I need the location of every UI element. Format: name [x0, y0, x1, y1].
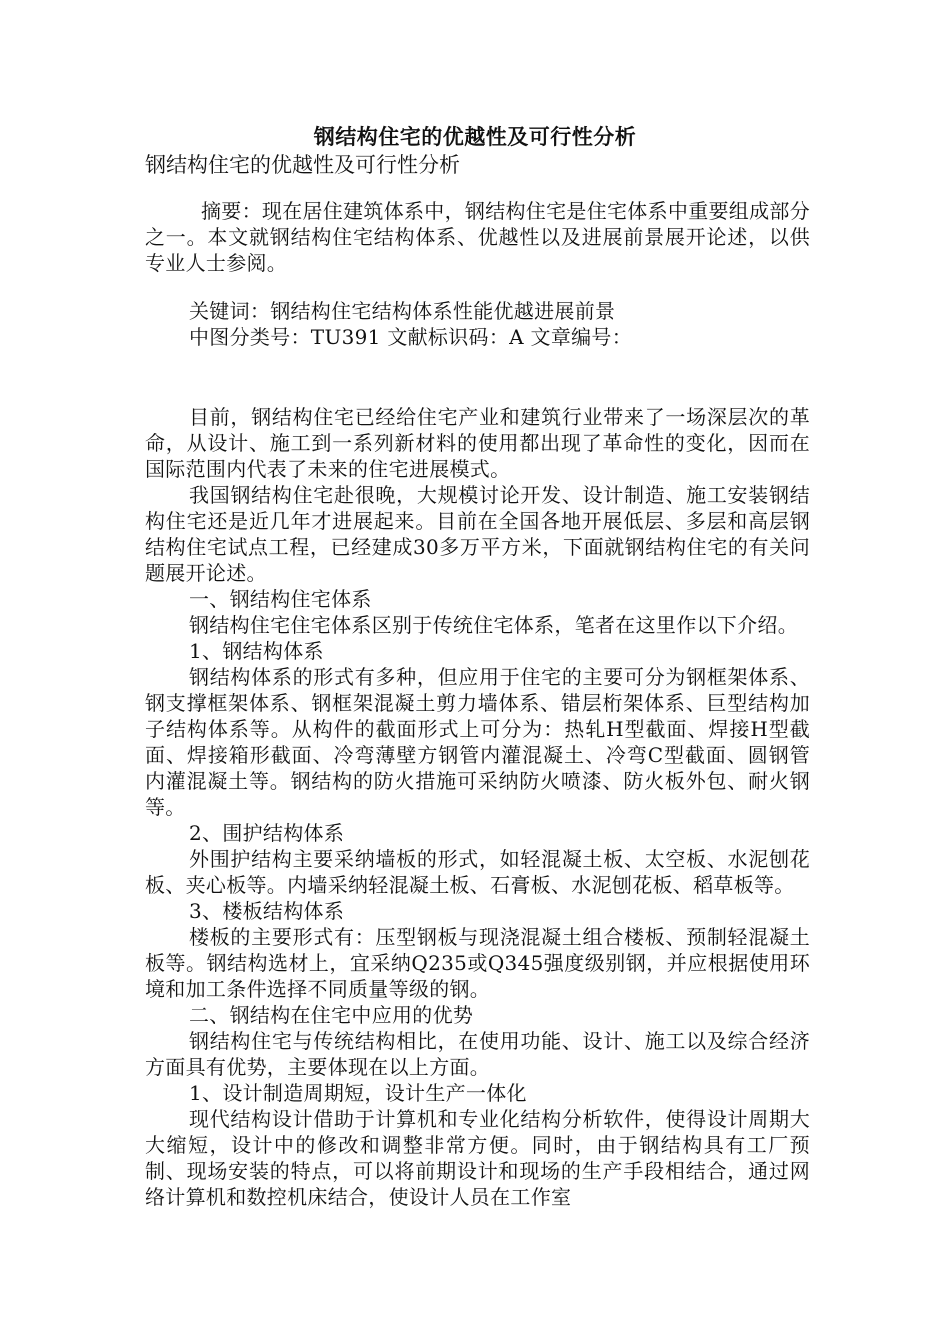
body-paragraph: 钢结构住宅与传统结构相比，在使用功能、设计、施工以及综合经济方面具有优势，主要体现在以上方面。 [145, 1029, 810, 1079]
document-subtitle: 钢结构住宅的优越性及可行性分析 [145, 153, 460, 177]
body-paragraph: 楼板的主要形式有：压型钢板与现浇混凝土组合楼板、预制轻混凝土板等。钢结构选材上，宜采纳Q235或Q345强度级别钢，并应根据使用环境和加工条件选择不同质量等级的钢。 [145, 925, 810, 1001]
subsection-heading: 1、设计制造周期短，设计生产一体化 [189, 1081, 527, 1105]
body-paragraph: 钢结构体系的形式有多种，但应用于住宅的主要可分为钢框架体系、钢支撑框架体系、钢框架混凝土剪力墙体系、错层桁架体系、巨型结构加子结构体系等。从构件的截面形式上可分为：热轧H型截面、焊接H型截面、焊接箱形截面、冷弯薄壁方钢管内灌混凝土、冷弯C型截面、圆钢管内灌混凝土等。钢结构的防火措施可采纳防火喷漆、防火板外包、耐火钢等。 [145, 665, 810, 819]
subsection-heading: 3、楼板结构体系 [189, 899, 345, 923]
body-paragraph: 钢结构住宅住宅体系区别于传统住宅体系，笔者在这里作以下介绍。 [189, 613, 798, 637]
section-heading: 一、钢结构住宅体系 [189, 587, 372, 611]
body-paragraph: 目前，钢结构住宅已经给住宅产业和建筑行业带来了一场深层次的革命，从设计、施工到一系列新材料的使用都出现了革命性的变化，因而在国际范围内代表了未来的住宅进展模式。 [145, 405, 810, 481]
subsection-heading: 2、围护结构体系 [189, 821, 345, 845]
body-paragraph: 现代结构设计借助于计算机和专业化结构分析软件，使得设计周期大大缩短，设计中的修改和调整非常方便。同时，由于钢结构具有工厂预制、现场安装的特点，可以将前期设计和现场的生产手段相结合，通过网络计算机和数控机床结合，使设计人员在工作室 [145, 1107, 810, 1209]
body-paragraph: 我国钢结构住宅赴很晚，大规模讨论开发、设计制造、施工安装钢结构住宅还是近几年才进展起来。目前在全国各地开展低层、多层和高层钢结构住宅试点工程，已经建成30多万平方米，下面就钢结构住宅的有关问题展开论述。 [145, 483, 810, 585]
document-title: 钢结构住宅的优越性及可行性分析 [313, 124, 637, 149]
keywords-line: 关键词：钢结构住宅结构体系性能优越进展前景 [189, 299, 616, 323]
section-heading: 二、钢结构在住宅中应用的优势 [189, 1003, 474, 1027]
document-body [145, 198, 810, 1210]
body-paragraph: 外围护结构主要采纳墙板的形式，如轻混凝土板、太空板、水泥刨花板、夹心板等。内墙采纳轻混凝土板、石膏板、水泥刨花板、稻草板等。 [145, 847, 810, 897]
subsection-heading: 1、钢结构体系 [189, 639, 324, 663]
classification-line: 中图分类号：TU391 文献标识码：A 文章编号： [189, 325, 633, 349]
abstract-paragraph: 摘要：现在居住建筑体系中，钢结构住宅是住宅体系中重要组成部分之一。本文就钢结构住宅结构体系、优越性以及进展前景展开论述，以供专业人士参阅。 [145, 199, 810, 275]
